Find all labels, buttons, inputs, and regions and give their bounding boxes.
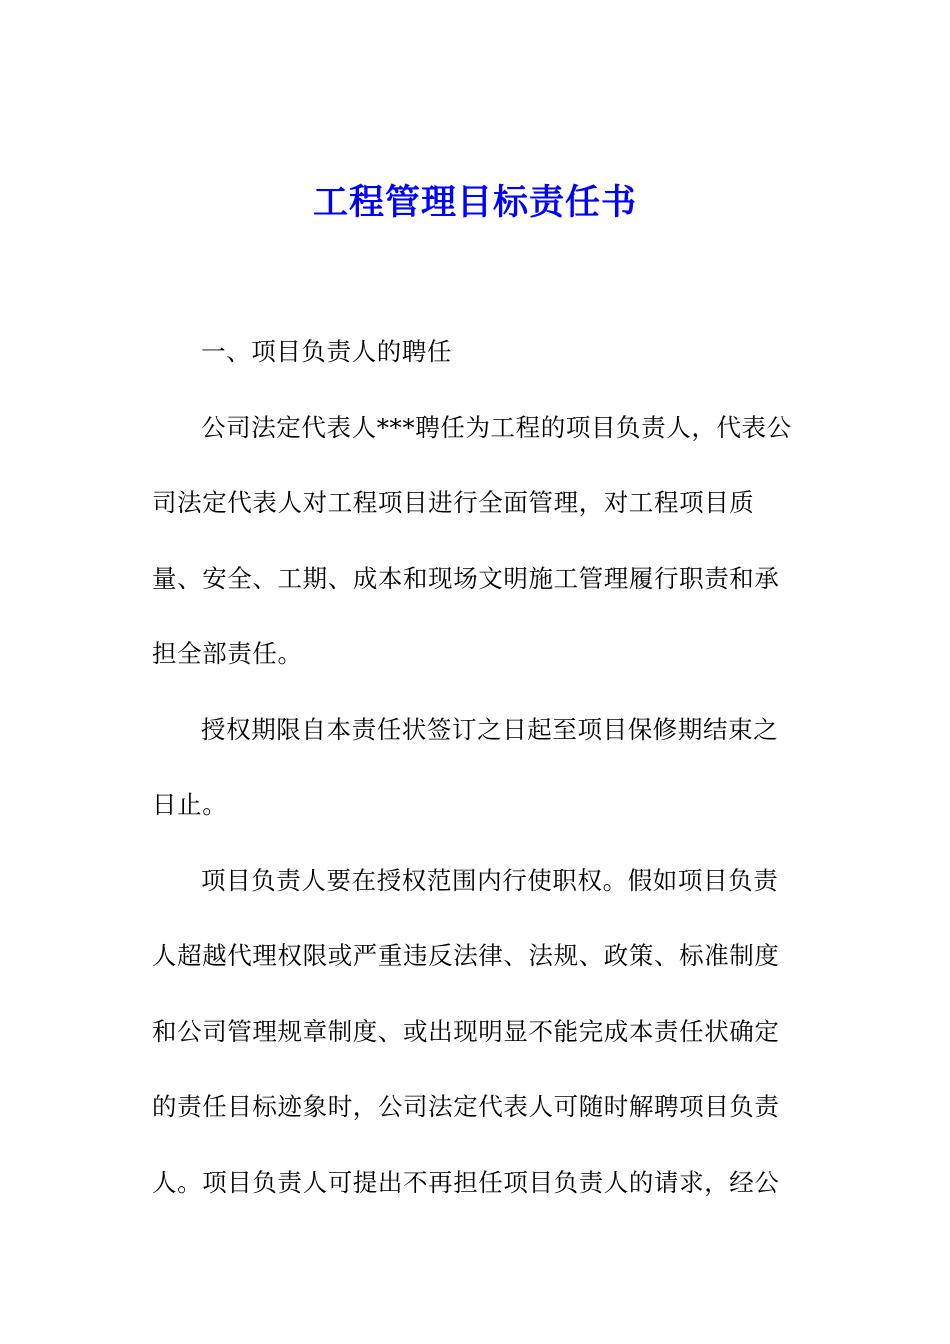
- paragraph-line: 人超越代理权限或严重违反法律、法规、政策、标准制度: [152, 941, 780, 970]
- paragraph-line: 公司法定代表人***聘任为工程的项目负责人，代表公: [201, 412, 792, 442]
- document-title: 工程管理目标责任书: [312, 182, 637, 223]
- paragraph-line: 和公司管理规章制度、或出现明显不能完成本责任状确定: [152, 1016, 780, 1046]
- paragraph-line: 人。项目负责人可提出不再担任项目负责人的请求，经公: [152, 1167, 780, 1197]
- paragraph-line: 司法定代表人对工程项目进行全面管理，对工程项目质: [152, 488, 755, 517]
- paragraph-line: 量、安全、工期、成本和现场文明施工管理履行职责和承: [152, 563, 780, 593]
- paragraph-line: 项目负责人要在授权范围内行使职权。假如项目负责: [201, 865, 779, 895]
- paragraph-line: 的责任目标迹象时，公司法定代表人可随时解聘项目负责: [152, 1092, 780, 1121]
- paragraph-line: 担全部责任。: [152, 639, 303, 668]
- paragraph-line: 授权期限自本责任状签订之日起至项目保修期结束之: [201, 714, 779, 744]
- paragraph-line: 日止。: [152, 790, 228, 819]
- section-heading: 一、项目负责人的聘任: [201, 337, 452, 366]
- document-body: [152, 326, 802, 1232]
